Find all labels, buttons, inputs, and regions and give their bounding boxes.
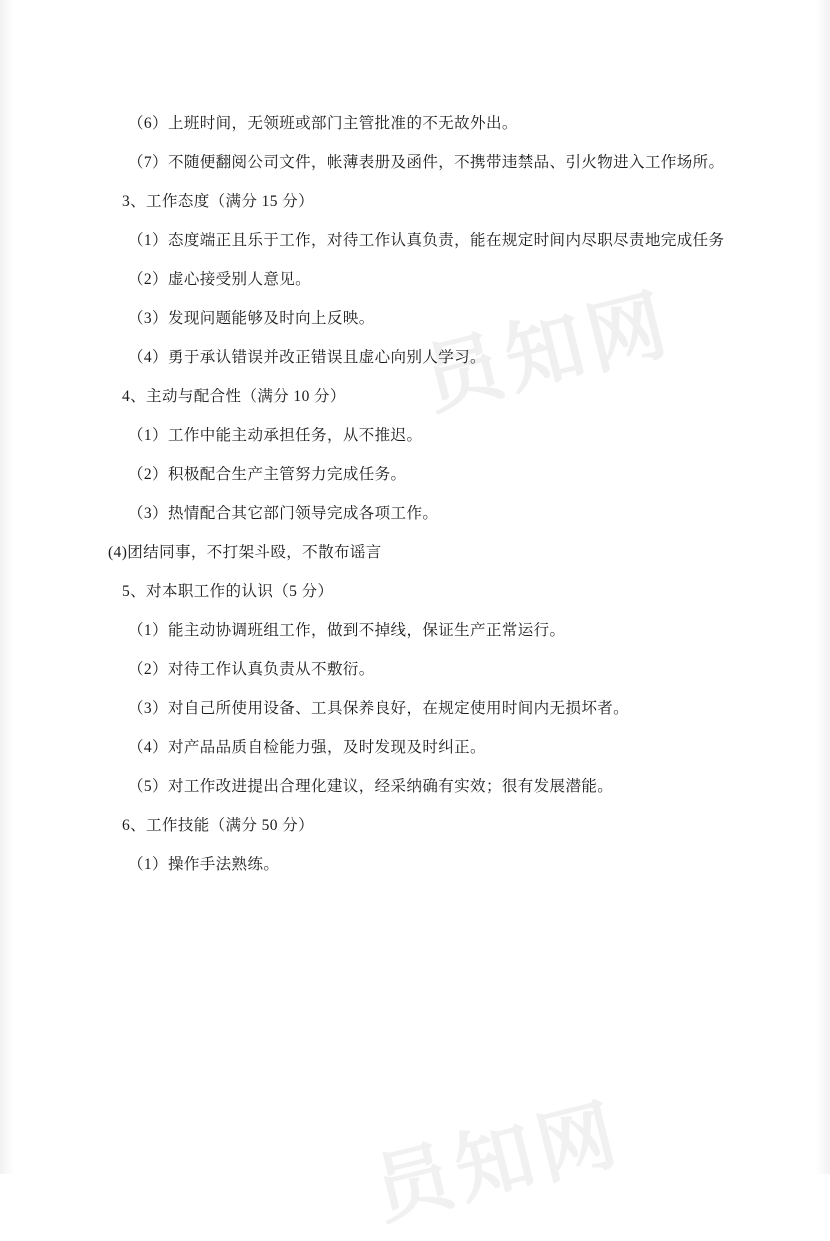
paragraph-6-attendance: （6）上班时间，无领班或部门主管批准的不无故外出。: [128, 115, 518, 132]
section-heading-work-skills: 6、工作技能（满分 50 分）: [122, 817, 315, 834]
awareness-item-5: （5）对工作改进提出合理化建议，经采纳确有实效；很有发展潜能。: [128, 778, 614, 795]
initiative-item-3: （3）热情配合其它部门领导完成各项工作。: [128, 505, 439, 522]
initiative-item-1: （1）工作中能主动承担任务，从不推迟。: [128, 427, 423, 444]
attitude-item-2: （2）虚心接受别人意见。: [128, 271, 312, 288]
awareness-item-1: （1）能主动协调班组工作，做到不掉线，保证生产正常运行。: [128, 622, 566, 639]
paragraph-7-documents: （7）不随便翻阅公司文件，帐薄表册及函件，不携带违禁品、引火物进入工作场所。: [128, 154, 725, 171]
attitude-item-3: （3）发现问题能够及时向上反映。: [128, 310, 375, 327]
attitude-item-1: （1）态度端正且乐于工作，对待工作认真负责，能在规定时间内尽职尽责地完成任务: [128, 232, 725, 249]
skills-item-1: （1）操作手法熟练。: [128, 856, 280, 873]
section-heading-job-awareness: 5、对本职工作的认识（5 分）: [122, 583, 334, 600]
section-heading-initiative: 4、主动与配合性（满分 10 分）: [122, 388, 346, 405]
awareness-item-4: （4）对产品品质自检能力强，及时发现及时纠正。: [128, 739, 486, 756]
initiative-item-4: (4)团结同事，不打架斗殴，不散布谣言: [108, 544, 382, 561]
watermark-top: 员知网: [414, 279, 681, 425]
document-body: [108, 104, 728, 884]
attitude-item-4: （4）勇于承认错误并改正错误且虚心向别人学习。: [128, 349, 486, 366]
watermark-bottom: 员知网: [364, 1089, 631, 1235]
initiative-item-2: （2）积极配合生产主管努力完成任务。: [128, 466, 407, 483]
section-heading-work-attitude: 3、工作态度（满分 15 分）: [122, 193, 315, 210]
awareness-item-2: （2）对待工作认真负责从不敷衍。: [128, 661, 375, 678]
awareness-item-3: （3）对自己所使用设备、工具保养良好，在规定使用时间内无损坏者。: [128, 700, 630, 717]
